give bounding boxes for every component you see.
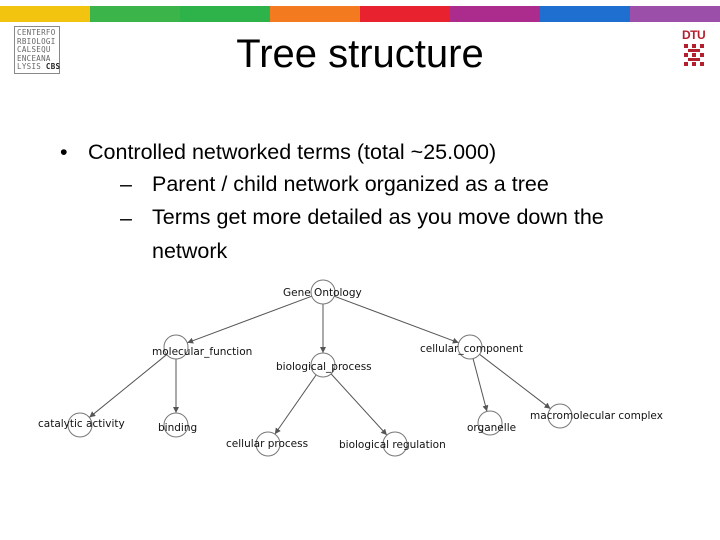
tree-node-label-bi: binding — [158, 422, 198, 434]
cbs-logo-line: LYSIS CBS — [17, 62, 61, 72]
bullet-text: Controlled networked terms (total ~25.000) — [88, 140, 497, 164]
dtu-logo-text: DTU — [682, 28, 706, 42]
tree-edge-root-mf — [187, 296, 312, 343]
color-bar-segment — [180, 6, 270, 22]
color-bar-segment — [540, 6, 630, 22]
tree-edge-bp-cp — [275, 375, 316, 434]
tree-node-label-mc: macromolecular complex — [530, 410, 663, 422]
bullet-dot: • — [60, 140, 68, 164]
color-bar-segment — [270, 6, 360, 22]
tree-edge-root-cc — [334, 296, 459, 343]
sub-bullet-text: Parent / child network organized as a tree — [152, 172, 549, 196]
cbs-logo-line: CALSEQU — [17, 45, 51, 55]
tree-node-label-mf: molecular_function — [152, 346, 253, 358]
cbs-logo-line: ENCEANA — [17, 53, 51, 63]
tree-edge-cc-mc — [480, 354, 551, 408]
color-bar — [0, 6, 720, 22]
bullet-list — [60, 140, 680, 263]
cbs-logo-line: CENTERFO — [17, 28, 56, 37]
page-title: Tree structure — [236, 32, 484, 76]
tree-node-label-bp: biological_process — [276, 361, 372, 373]
sub-bullet-text: Terms get more detailed as you move down the network — [152, 205, 604, 263]
sub-bullet-dash: – — [120, 172, 132, 196]
tree-node-label-ca: catalytic activity — [38, 418, 125, 430]
color-bar-segment — [90, 6, 180, 22]
tree-node-label-cc: cellular_component — [420, 343, 524, 355]
tree-edge-cc-or — [473, 359, 487, 412]
bullet-item — [60, 140, 680, 168]
tree-node-label-cp: cellular process — [226, 438, 309, 450]
color-bar-segment — [630, 6, 720, 22]
tree-node-label-or: organelle — [467, 422, 517, 434]
tree-node-label-root: Gene Ontology — [283, 287, 362, 299]
sub-bullet-item — [60, 202, 680, 263]
color-bar-segment — [450, 6, 540, 22]
color-bar-segment — [0, 6, 90, 22]
cbs-logo-line: RBIOLOGI — [17, 36, 56, 46]
cbs-logo-bold: CBS — [45, 62, 61, 72]
tree-edge-mf-ca — [89, 355, 166, 418]
tree-edge-bp-br — [331, 374, 387, 435]
sub-bullet-dash: – — [120, 206, 132, 230]
color-bar-segment — [360, 6, 450, 22]
tree-node-label-br: biological regulation — [339, 439, 446, 451]
go-tree-diagram — [0, 270, 720, 470]
sub-bullet-item — [60, 168, 680, 202]
